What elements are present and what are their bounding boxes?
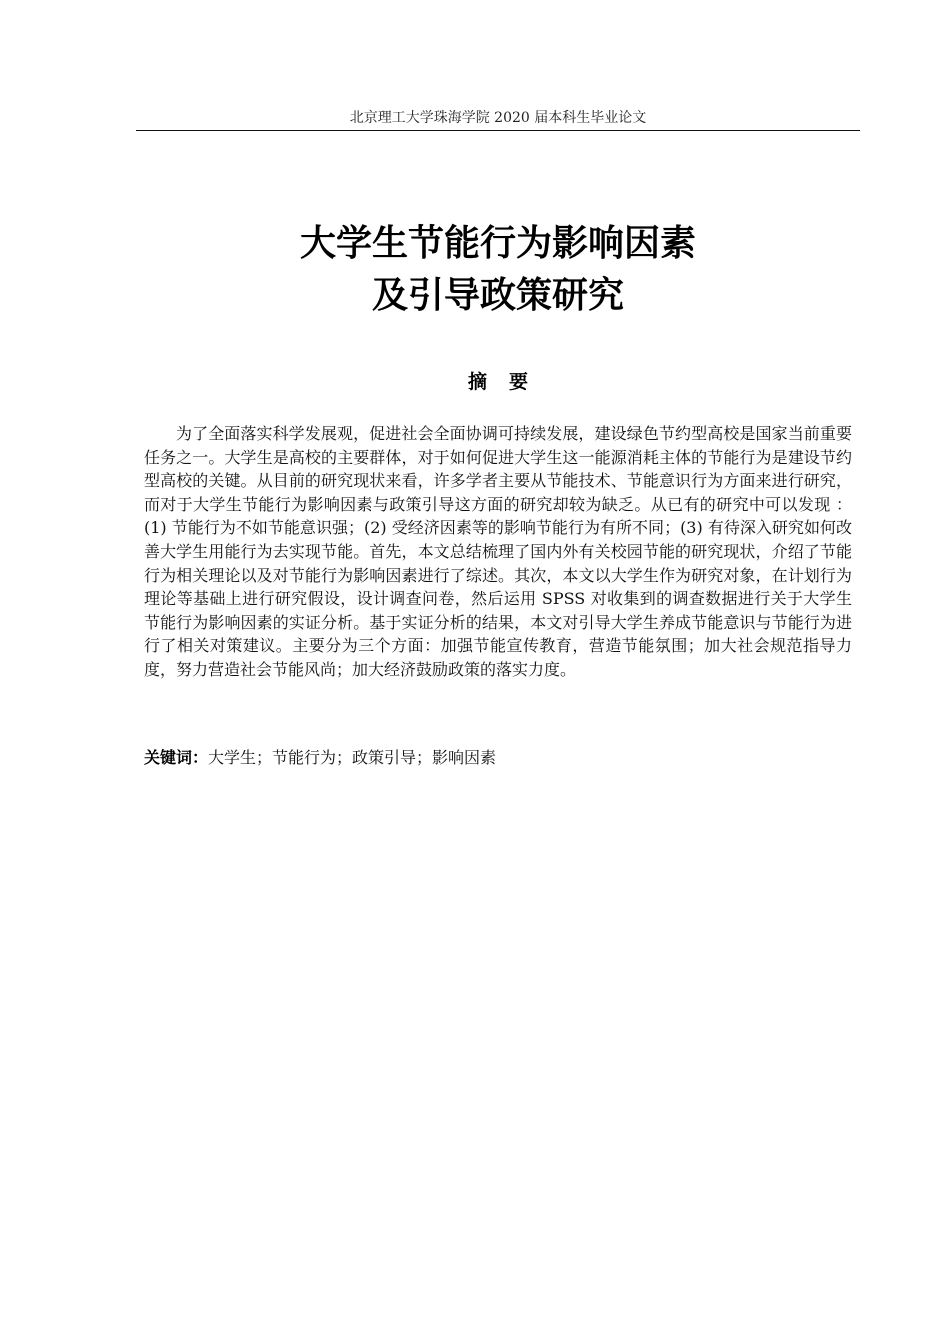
keywords-line bbox=[144, 746, 852, 770]
thesis-title-line-1: 大学生节能行为影响因素 bbox=[299, 223, 696, 264]
keywords-value: 大学生；节能行为；政策引导；影响因素 bbox=[208, 748, 497, 767]
thesis-title-line-2: 及引导政策研究 bbox=[371, 275, 624, 316]
keywords-label: 关键词： bbox=[144, 748, 209, 767]
running-header: 北京理工大学珠海学院 2020 届本科生毕业论文 bbox=[349, 110, 647, 126]
abstract-body: 为了全面落实科学发展观，促进社会全面协调可持续发展，建设绿色节约型高校是国家当前重要任务之一。大学生是高校的主要群体，对于如何促进大学生这一能源消耗主体的节能行为是建设节约型高校的关键。从目前的研究现状来看，许多学者主要从节能技术、节能意识行为方面来进行研究，而对于大学生节能行为影响因素与政策引导这方面的研究却较为缺乏。从已有的研究中可以发现 ：(1) 节能行为不如节能意识强；(2) 受经济因素等的影响节能行为有所不同；(3) 有待深入研究如何改善大学生用能行为去实现节能。首先，本文总结梳理了国内外有关校园节能的研究现状，介绍了节能行为相关理论以及对节能行为影响因素进行了综述。其次，本文以大学生作为研究对象，在计划行为理论等基础上进行研究假设，设计调查问卷，然后运用 SPSS 对收集到的调查数据进行关于大学生节能行为影响因素的实证分析。基于实证分析的结果，本文对引导大学生养成节能意识与节能行为进行了相关对策建议。主要分为三个方面：加强节能宣传教育，营造节能氛围；加大社会规范指导力度，努力营造社会节能风尚；加大经济鼓励政策的落实力度。 bbox=[144, 424, 852, 679]
thesis-title bbox=[136, 218, 860, 322]
header-rule bbox=[136, 130, 860, 131]
abstract-heading: 摘要 bbox=[467, 371, 550, 393]
